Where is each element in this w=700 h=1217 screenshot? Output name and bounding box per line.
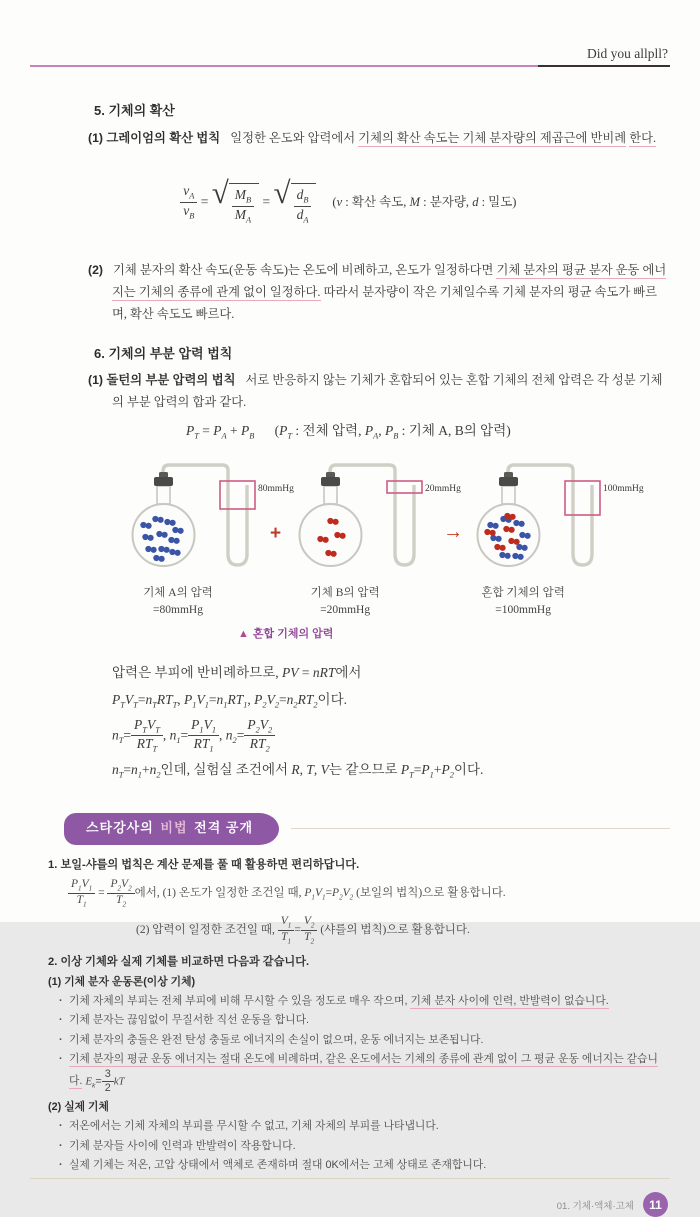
section5-item1-text: 일정한 온도와 압력에서 기체의 확산 속도는 기체 분자량의 제곱근에 반비례 한다. (230, 130, 657, 145)
molecule (170, 520, 176, 526)
molecule (499, 552, 505, 558)
flask-diagram-svg (463, 459, 644, 583)
pressure-gauge-box (220, 481, 255, 509)
flask-caption (118, 585, 238, 620)
section5-title: 5. 기체의 확산 (94, 103, 175, 119)
molecule (169, 549, 175, 555)
flask-neck (324, 486, 337, 504)
main-content (88, 99, 670, 786)
header-rule-dark (538, 65, 670, 67)
molecule (493, 523, 499, 529)
molecule (168, 537, 174, 543)
flask-caption-line1: 기체 B의 압력 (310, 586, 380, 599)
ideal-gas-bullets (58, 993, 670, 1095)
flask-group (118, 459, 294, 620)
flask-caption-line2: =80mmHg (153, 604, 203, 617)
diagram-caption (238, 625, 670, 645)
banner-text-accent: 비법 (160, 819, 188, 835)
molecule (496, 536, 502, 542)
footer-row (30, 1192, 670, 1217)
molecule (175, 550, 181, 556)
equation-line: $n_T=$ $\frac{P_TV_T}{RT_T}$ , $n_1=$ $\frac{P_1V_1}{RT_1}$ , $n_2=$ $\frac{P_2V_2}{RT_2}$ (112, 717, 670, 755)
section6-item1-label: (1) 돌턴의 부분 압력의 법칙 (88, 372, 236, 387)
flask-caption-line2: =20mmHg (320, 604, 371, 617)
molecule (522, 545, 528, 551)
banner-text-2: 전격 공개 (194, 819, 254, 835)
molecule (490, 530, 496, 536)
flask-neck (157, 486, 170, 504)
triangle-marker-icon: ▲ (238, 628, 249, 641)
pressure-gauge-box (387, 481, 422, 493)
molecule (490, 535, 496, 541)
page-footer (30, 1178, 670, 1217)
gauge-label: 20mmHg (425, 483, 461, 494)
derivation-equations (112, 661, 670, 784)
molecule (156, 531, 162, 537)
flask-caption (463, 585, 583, 620)
section6-title: 6. 기체의 부분 압력 법칙 (94, 345, 233, 361)
molecule (509, 527, 515, 533)
flask-body (300, 504, 362, 566)
molecule (152, 516, 158, 522)
bullet-item: · 기체 분자들 사이에 인력과 반발력이 작용합니다. (58, 1138, 670, 1155)
molecule (325, 550, 331, 556)
bullet-item: · 실제 기체는 저온, 고압 상태에서 액체로 존재하며 절대 0K에서는 고체 상태로 존재합니다. (58, 1157, 670, 1174)
footer-rule (30, 1178, 670, 1179)
flask-caption (285, 585, 405, 620)
pressure-gauge-box (565, 481, 600, 515)
molecule (142, 534, 148, 540)
flask-caption-line1: 혼합 기체의 압력 (481, 586, 565, 599)
molecule (331, 551, 337, 557)
bullet-item: · 저온에서는 기체 자체의 부피를 무시할 수 없고, 기체 자체의 부피를 나타냅니다. (58, 1118, 670, 1135)
pressure-diagram (118, 459, 670, 645)
molecule (487, 522, 493, 528)
star-item1-title: 1. 보일-샤를의 법칙은 계산 문제를 풀 때 활용하면 편리하답니다. (48, 858, 360, 871)
molecule (151, 547, 157, 553)
molecule (174, 538, 180, 544)
molecule (510, 514, 516, 520)
molecule (148, 535, 154, 541)
flask-neck (502, 486, 515, 504)
boyle-law-line: $\frac{P_1V_1}{T_1}$ = $\frac{P_2V_2}{T_2}$ 에서, (1) 온도가 일정한 조건일 때, $P_1V_1=P_2V_2$ (보일의 법칙)으로 활용합니다. (68, 878, 670, 909)
molecule (159, 556, 165, 562)
star-sub2-title: (2) 실제 기체 (48, 1100, 109, 1113)
page-number-badge: 11 (643, 1192, 668, 1217)
flask-diagram-svg (285, 459, 461, 583)
stopper (321, 477, 340, 486)
equation-line: $n_T=n_1+n_2$인데, 실험실 조건에서 R, T, V는 같으므로 $P_T=P_1+P_2$이다. (112, 762, 484, 780)
gauge-label: 100mmHg (603, 483, 644, 494)
section5-item1 (88, 128, 670, 150)
section6-item1 (88, 370, 670, 414)
molecule (484, 529, 490, 535)
footer-chapter-label: 01. 기체·액체·고체 (556, 1200, 634, 1212)
gauge-label: 80mmHg (258, 483, 294, 494)
graham-formula-body: $\frac{v_A}{v_B}$ = √ $\frac{M_B}{M_A}$ = √ $\frac{d_B}{d_A}$ (180, 194, 316, 209)
molecule (327, 518, 333, 524)
flask-caption-line2: =100mmHg (495, 604, 551, 617)
banner-rule (291, 828, 670, 829)
stopper (154, 477, 173, 486)
arrow-operator-icon: → (443, 520, 462, 543)
star-teacher-section (48, 813, 670, 1178)
graham-formula-note: (v : 확산 속도, M : 분자량, d : 밀도) (332, 194, 517, 209)
page-header (30, 46, 670, 67)
molecule (525, 533, 531, 539)
bullet-item: · 기체 분자의 충돌은 완전 탄성 충돌로 에너지의 손실이 없으며, 운동 에너지는 보존됩니다. (58, 1032, 670, 1049)
bullet-item: · 기체 자체의 부피는 전체 부피에 비해 무시할 수 있을 정도로 매우 작으며, 기체 분자 사이에 인력, 반발력이 없습니다. (58, 993, 670, 1010)
molecule (519, 532, 525, 538)
molecule (505, 553, 511, 559)
flask-group (285, 459, 461, 620)
real-gas-bullets (58, 1118, 670, 1174)
flask-diagram-svg (118, 459, 294, 583)
plus-operator-icon: + (270, 522, 282, 544)
molecule (512, 553, 518, 559)
molecule (146, 523, 152, 529)
molecule (153, 555, 159, 561)
header-running-title: Did you allpll? (587, 46, 668, 61)
banner-text-1: 스타강사의 (86, 819, 154, 835)
molecule (145, 546, 151, 552)
equation-line: 압력은 부피에 반비례하므로, PV = nRT에서 (112, 665, 362, 681)
molecule (503, 526, 509, 532)
molecule (140, 522, 146, 528)
molecule (317, 536, 323, 542)
charles-law-line: (2) 압력이 일정한 조건일 때, $\frac{V_1}{T_1}$ = $\frac{V_2}{T_2}$ (샤를의 법칙)으로 활용합니다. (136, 915, 470, 946)
molecule (333, 519, 339, 525)
banner-row (48, 813, 670, 845)
stopper (499, 477, 518, 486)
graham-formula (160, 155, 670, 250)
molecule (158, 517, 164, 523)
molecule (504, 513, 510, 519)
molecule (518, 554, 524, 560)
molecule (340, 533, 346, 539)
section6-item1-text: 서로 반응하지 않는 기체가 혼합되어 있는 혼합 기체의 전체 압력은 각 성분 기체의 부분 압력의 합과 같다. (112, 372, 663, 409)
molecule (500, 545, 506, 551)
section5-item2 (88, 260, 670, 326)
molecule (513, 520, 519, 526)
header-rule-pink (30, 65, 538, 67)
bullet-item: · 기체 분자의 평균 운동 에너지는 절대 온도에 비례하며, 같은 온도에서는 기체의 종류에 관계 없이 그 평균 운동 에너지는 같습니다. $E_k=$ $\frac{3}{2}$ kT (58, 1051, 670, 1095)
bullet-item: · 기체 분자는 끊임없이 무질서한 직선 운동을 합니다. (58, 1012, 670, 1029)
molecule (158, 546, 164, 552)
equation-line: $P_TV_T=n_TRT_T$, $P_1V_1=n_1RT_1$, $P_2V_2=n_2RT_2$이다. (112, 692, 348, 710)
flask-caption-line1: 기체 A의 압력 (143, 586, 213, 599)
section5-item2-label: (2) (88, 262, 104, 277)
header-rule (30, 65, 670, 67)
star-item2-title: 2. 이상 기체와 실제 기체를 비교하면 다음과 같습니다. (48, 955, 310, 968)
star-banner (64, 813, 279, 845)
molecule (162, 532, 168, 538)
molecule (164, 547, 170, 553)
section5-item1-label: (1) 그레이엄의 확산 법칙 (88, 130, 221, 145)
molecule (178, 528, 184, 534)
molecule (164, 519, 170, 525)
molecule (494, 544, 500, 550)
star-sub1-title: (1) 기체 분자 운동론(이상 기체) (48, 975, 196, 988)
molecule (334, 532, 340, 538)
molecule (508, 538, 514, 544)
molecule (323, 537, 329, 543)
diagram-caption-text: 혼합 기체의 압력 (252, 628, 334, 641)
diagram-row (118, 459, 670, 620)
molecule (514, 539, 520, 545)
flask-group (463, 459, 644, 620)
molecule (519, 521, 525, 527)
molecule (172, 527, 178, 533)
dalton-formula: $P_T = P_A + P_B$ ($P_T$ : 전체 압력, $P_A$, $P_B$ : 기체 A, B의 압력) (186, 423, 511, 442)
section5-item2-text: 기체 분자의 확산 속도(운동 속도)는 온도에 비례하고, 온도가 일정하다면 기체 분자의 평균 분자 운동 에너지는 기체의 종류에 관계 없이 일정하다. 따라서 분자량이 작은 기체일수록 기체 분자의 평균 속도가 빠르며, 확산 속도도 빠르다. (112, 262, 667, 321)
